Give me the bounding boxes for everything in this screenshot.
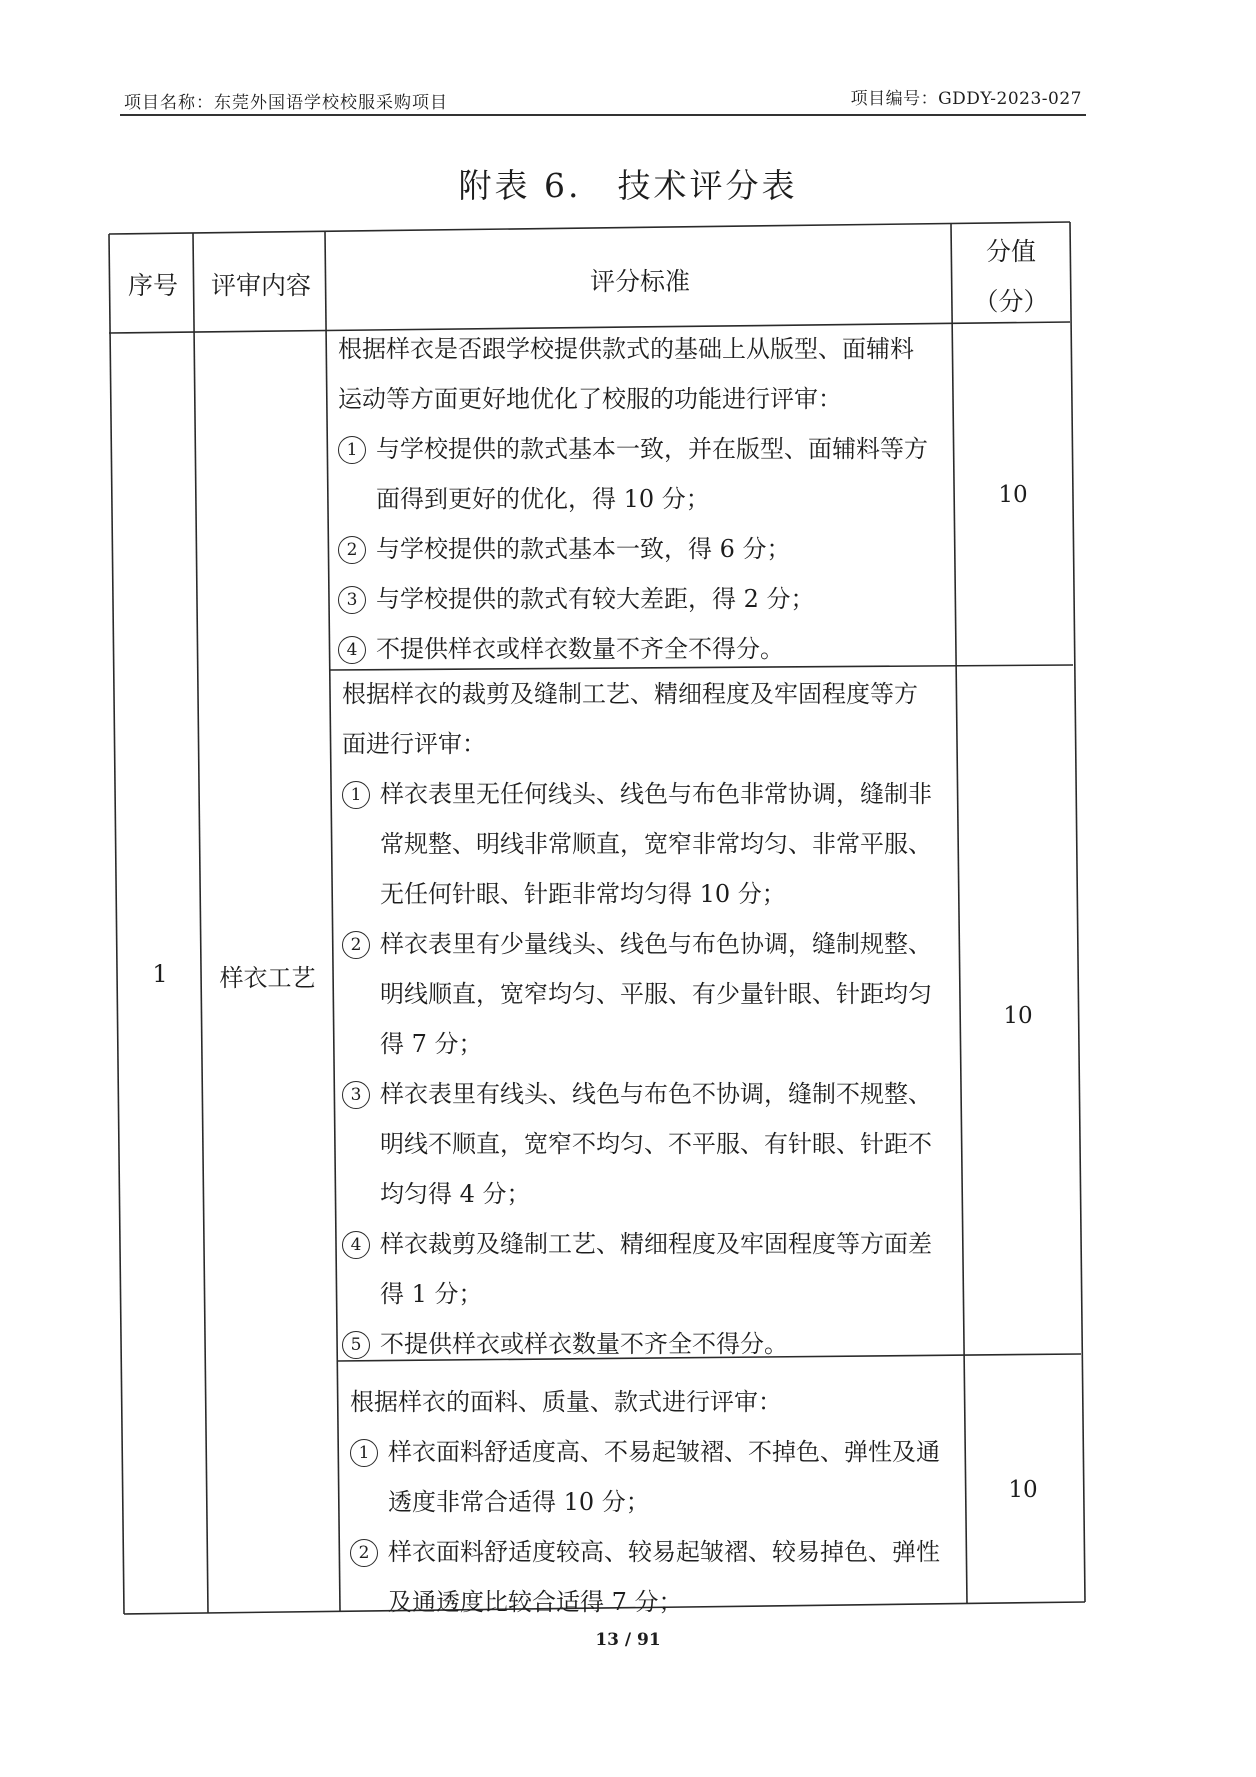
item-number: 1	[350, 1439, 378, 1467]
criteria-section-2	[342, 669, 954, 1369]
item-number: 4	[338, 636, 366, 664]
header-criteria: 评分标准	[589, 267, 690, 296]
intro-line: 面进行评审：	[342, 730, 486, 758]
criteria-section-1	[338, 324, 948, 674]
row-content: 样衣工艺	[219, 964, 316, 992]
criteria-item: 3 样衣表里有线头、线色与布色不协调，缝制不规整、 明线不顺直，宽窄不均匀、不平服、有针眼、针距不 均匀得 4 分；	[342, 1069, 954, 1219]
intro-line: 运动等方面更好地优化了校服的功能进行评审：	[338, 385, 842, 413]
criteria-item: 2 与学校提供的款式基本一致，得 6 分；	[338, 524, 948, 574]
col-line-1	[193, 233, 208, 1613]
criteria-item: 4 样衣裁剪及缝制工艺、精细程度及牢固程度等方面差 得 1 分；	[342, 1219, 954, 1319]
project-number: 项目编号：GDDY-2023-027	[850, 89, 1082, 109]
criteria-item: 4 不提供样衣或样衣数量不齐全不得分。	[338, 624, 948, 674]
score-section-2: 10	[1003, 1003, 1033, 1029]
project-name: 项目名称：东莞外国语学校校服采购项目	[124, 93, 448, 113]
header-number: 序号	[127, 271, 178, 300]
criteria-item: 1 样衣表里无任何线头、线色与布色非常协调，缝制非 常规整、明线非常顺直，宽窄非常均匀、非常平服、 无任何针眼、针距非常均匀得 10 分；	[342, 769, 954, 919]
item-number: 1	[342, 781, 370, 809]
row-number: 1	[152, 960, 168, 988]
criteria-item: 1 与学校提供的款式基本一致，并在版型、面辅料等方 面得到更好的优化，得 10 分；	[338, 424, 948, 524]
score-section-3: 10	[1008, 1477, 1038, 1503]
intro-line: 根据样衣的面料、质量、款式进行评审：	[350, 1388, 782, 1416]
col-line-left	[109, 234, 124, 1614]
item-number: 2	[338, 536, 366, 564]
intro-line: 根据样衣的裁剪及缝制工艺、精细程度及牢固程度等方	[342, 680, 918, 708]
criteria-section-3	[350, 1377, 962, 1627]
criteria-item: 2 样衣表里有少量线头、线色与布色协调，缝制规整、 明线顺直，宽窄均匀、平服、有少量针眼、针距均匀 得 7 分；	[342, 919, 954, 1069]
criteria-item: 1 样衣面料舒适度高、不易起皱褶、不掉色、弹性及通 透度非常合适得 10 分；	[350, 1427, 962, 1527]
item-number: 3	[338, 586, 366, 614]
criteria-item: 2 样衣面料舒适度较高、较易起皱褶、较易掉色、弹性 及通透度比较合适得 7 分；	[350, 1527, 962, 1627]
criteria-item: 3 与学校提供的款式有较大差距，得 2 分；	[338, 574, 948, 624]
col-line-right	[1070, 222, 1085, 1602]
table-border-top	[109, 222, 1070, 234]
criteria-item: 5 不提供样衣或样衣数量不齐全不得分。	[342, 1319, 954, 1369]
page-title: 附表 6. 技术评分表	[458, 166, 798, 205]
header-content: 评审内容	[210, 271, 311, 300]
header-score: 分值	[985, 237, 1036, 266]
score-section-1: 10	[998, 482, 1028, 508]
intro-line: 根据样衣是否跟学校提供款式的基础上从版型、面辅料	[338, 335, 914, 363]
item-number: 3	[342, 1081, 370, 1109]
item-number: 2	[342, 931, 370, 959]
item-number: 5	[342, 1331, 370, 1359]
item-number: 1	[338, 436, 366, 464]
item-number: 4	[342, 1231, 370, 1259]
page-number: 13 / 91	[595, 1630, 661, 1650]
header-score-unit: （分）	[973, 287, 1049, 316]
item-number: 2	[350, 1539, 378, 1567]
